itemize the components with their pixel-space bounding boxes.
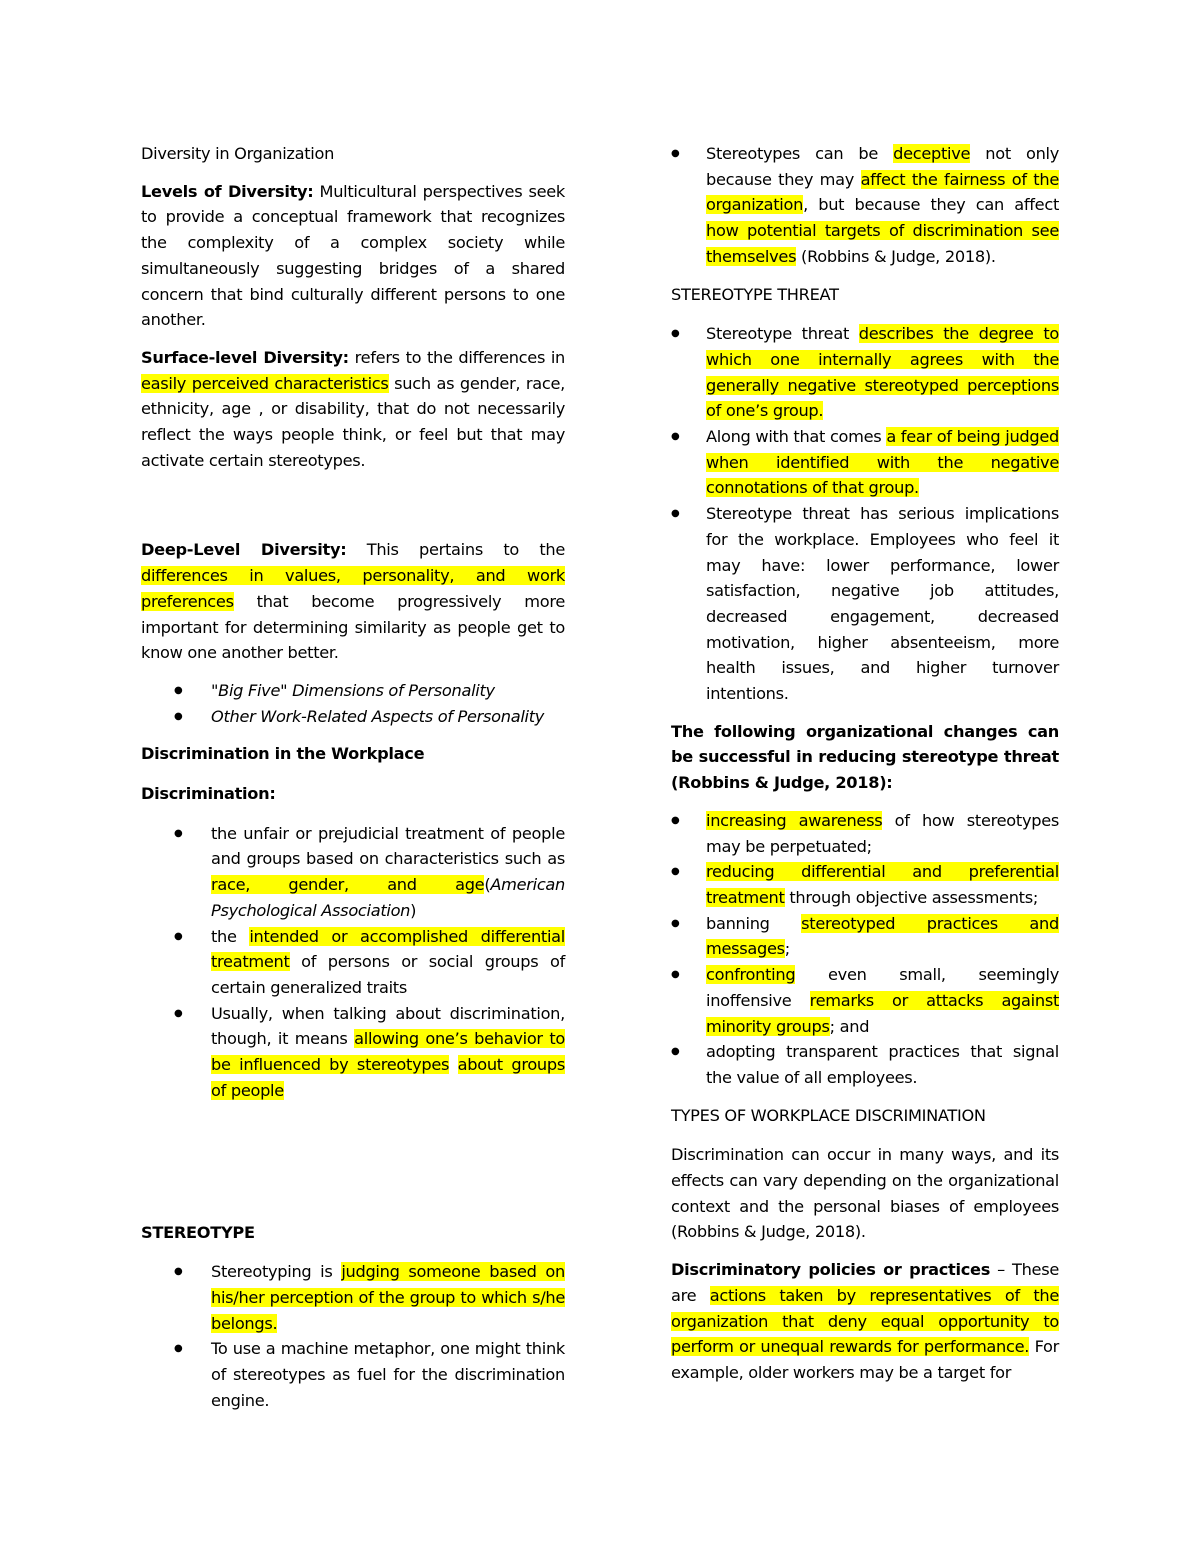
spacer — [141, 1116, 565, 1220]
deep-paragraph — [141, 537, 565, 666]
item-text: Along with that comes — [706, 427, 887, 447]
item-highlight: affect the fairness of the organization — [706, 169, 1059, 215]
heading-text: The following organizational changes can be successful in reducing stereotype threat (Robbins & Judge, 2018): — [671, 721, 1059, 793]
item-text: of how stereotypes may be perpetuated; — [706, 810, 1059, 856]
item-highlight: remarks or attacks against minority groups — [706, 990, 1059, 1036]
item-text: For example, older workers may be a target for — [671, 1337, 1059, 1382]
list-item — [141, 1259, 565, 1336]
list-item — [671, 321, 1059, 424]
types-paragraph: Discrimination can occur in many ways, and its effects can vary depending on the organizational context and the personal biases of employees (Robbins & Judge, 2018). — [671, 1145, 1059, 1242]
item-highlight: stereotyped practices and messages — [706, 913, 1059, 959]
item-text: Stereotype threat — [706, 324, 859, 344]
item-highlight: actions taken by representatives of the organization that deny equal opportunity to perform or unequal rewards for performance. — [671, 1285, 1059, 1357]
item-text: of persons or social groups of certain generalized traits — [211, 952, 565, 997]
list-item — [671, 424, 1059, 501]
item-highlight: how potential targets of discrimination see themselves — [706, 221, 1059, 266]
list-item — [141, 821, 565, 924]
item-text: , but because they can affect — [803, 195, 1059, 215]
discrimination-heading — [141, 781, 565, 807]
list-item — [141, 704, 565, 730]
item-highlight: describes the degree to which one internally agrees with the generally negative stereotyped perceptions of one’s group. — [706, 324, 1059, 421]
surface-highlight: easily perceived characteristics — [141, 373, 389, 393]
item-highlight: confronting — [706, 965, 796, 985]
deep-label: Deep-Level Diversity: — [141, 540, 347, 560]
list-item — [671, 859, 1059, 910]
deep-text: This pertains to the — [346, 540, 566, 560]
list-item — [671, 962, 1059, 1039]
heading-text: Discrimination: — [141, 784, 276, 804]
item-text: ; and — [829, 1016, 870, 1036]
stereotype-deceptive-list — [706, 141, 1059, 270]
item-highlight: a fear of being judged when identified with the negative connotations of that group. — [706, 427, 1059, 498]
item-text: adopting transparent practices that signal the value of all employees. — [706, 1042, 1059, 1087]
surface-text: refers to the differences in — [348, 347, 565, 367]
stereotype-threat-list — [706, 321, 1059, 707]
levels-paragraph — [141, 179, 565, 333]
item-text: ; — [784, 939, 790, 959]
list-item — [141, 1336, 565, 1413]
stereotype-heading — [141, 1220, 565, 1246]
list-item — [141, 924, 565, 1001]
heading-text: STEREOTYPE — [141, 1222, 255, 1242]
item-italic: American Psychological Association — [211, 875, 565, 920]
left-column — [141, 141, 565, 1425]
policies-label: Discriminatory policies or practices — [671, 1260, 991, 1280]
item-highlight: reducing differential and preferential treatment — [706, 862, 1059, 907]
list-item — [141, 1001, 565, 1104]
spacer — [141, 485, 565, 537]
deep-highlight: differences in values, personality, and work preferences — [141, 566, 565, 611]
item-text: ( — [484, 875, 491, 895]
changes-heading — [671, 719, 1059, 796]
item-highlight: about groups of people — [211, 1055, 565, 1100]
item-text: the unfair or prejudicial treatment of people and groups based on characteristics such as — [211, 823, 565, 869]
stereotype-list — [141, 1259, 565, 1413]
list-item — [671, 1039, 1059, 1090]
item-highlight: increasing awareness — [706, 810, 883, 830]
list-item — [141, 678, 565, 704]
item-text: Stereotypes can be — [706, 144, 894, 163]
item-text: (Robbins & Judge, 2018). — [796, 246, 996, 266]
item-text: the — [211, 926, 250, 946]
item-highlight: race, gender, and age — [211, 875, 485, 895]
list-item — [671, 808, 1059, 859]
deep-list — [141, 678, 565, 729]
changes-list — [706, 808, 1059, 1091]
right-column — [671, 141, 1059, 1398]
item-text: banning — [706, 913, 802, 933]
item-text: Usually, when talking about discrimination, though, it means — [211, 1003, 565, 1049]
item-text — [449, 1055, 458, 1074]
policies-paragraph — [671, 1257, 1059, 1386]
surface-paragraph — [141, 345, 565, 474]
stereotype-threat-heading: STEREOTYPE THREAT — [671, 284, 839, 304]
list-item — [671, 911, 1059, 962]
surface-label: Surface-level Diversity: — [141, 347, 349, 367]
list-item-text: "Big Five" Dimensions of Personality — [211, 680, 495, 700]
discrimination-list — [141, 821, 565, 1104]
document-title: Diversity in Organization — [141, 144, 335, 163]
item-text: Stereotype threat has serious implications for the workplace. Employees who feel it may have: lower performance, lower satisfaction, negative job attitudes, decreased engagement, decreased motivation, higher absenteeism, more health issues, and higher turnover intentions. — [706, 504, 1059, 704]
heading-text: Discrimination in the Workplace — [141, 744, 425, 764]
item-text: not only because they may — [706, 144, 1060, 189]
item-highlight: allowing one’s behavior to be influenced by stereotypes — [211, 1029, 565, 1075]
item-text: ) — [410, 900, 417, 920]
surface-text-2: such as gender, race, ethnicity, age , or disability, that do not necessarily reflect the ways people think, or feel but that may activate certain stereotypes. — [141, 373, 565, 470]
list-item — [671, 141, 1059, 270]
levels-label: Levels of Diversity: — [141, 181, 314, 201]
item-highlight: intended or accomplished differential treatment — [211, 926, 565, 972]
deep-text-2: that become progressively more important for determining similarity as people get to know one another better. — [141, 591, 565, 663]
levels-text: Multicultural perspectives seek to provide a conceptual framework that recognizes the complexity of a complex society while simultaneously suggesting bridges of a shared concern that bind culturally different persons to one another. — [141, 181, 565, 330]
item-highlight: deceptive — [893, 144, 971, 163]
item-text: even small, seemingly inoffensive — [706, 965, 1059, 1010]
item-text: – These are — [671, 1260, 1060, 1305]
item-text: Stereotyping is — [211, 1262, 342, 1282]
discrimination-workplace-heading — [141, 741, 565, 767]
item-text: To use a machine metaphor, one might think of stereotypes as fuel for the discrimination engine. — [211, 1339, 565, 1410]
item-highlight: judging someone based on his/her perception of the group to which s/he belongs. — [211, 1262, 565, 1333]
list-item — [671, 501, 1059, 707]
list-item-text: Other Work-Related Aspects of Personality — [211, 706, 545, 726]
item-text: through objective assessments; — [784, 887, 1039, 907]
types-heading: TYPES OF WORKPLACE DISCRIMINATION — [671, 1105, 986, 1125]
